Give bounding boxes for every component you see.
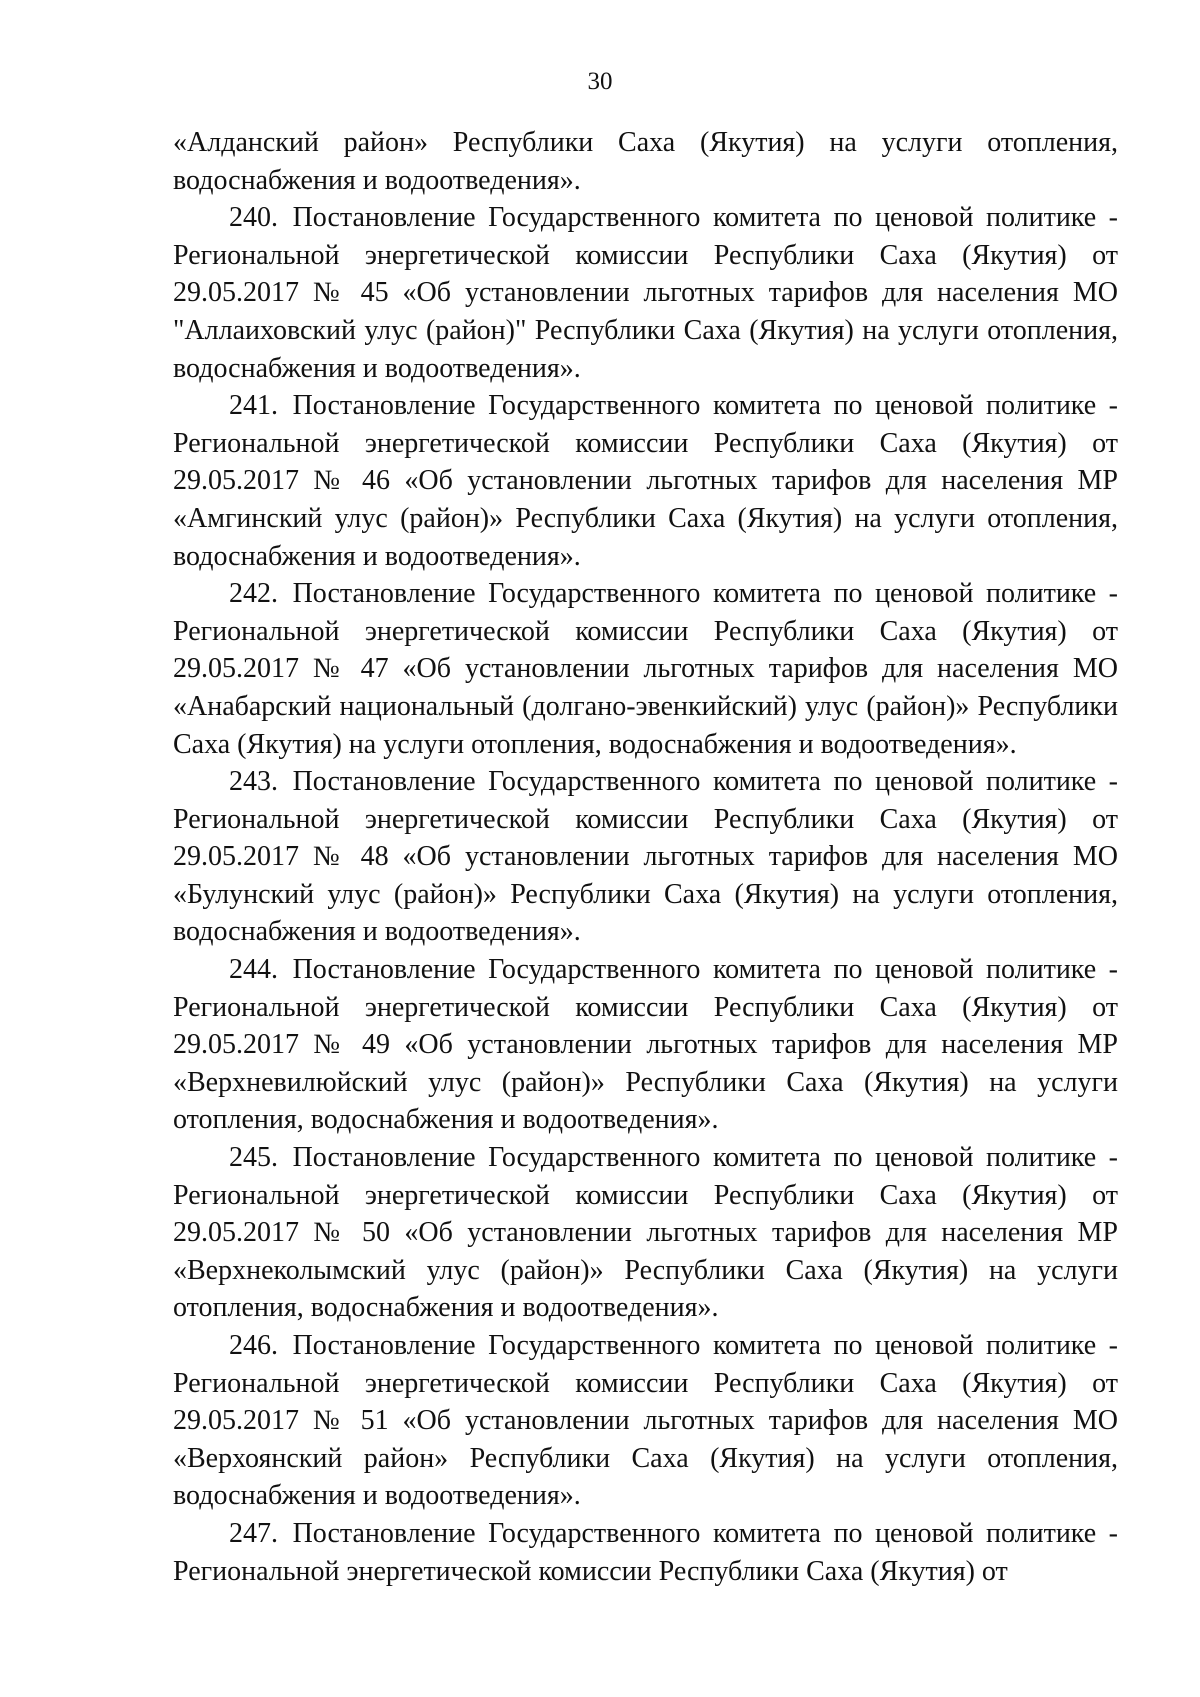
list-item-247 <box>173 1515 1118 1590</box>
list-item-240 <box>173 199 1118 387</box>
item-text: Постановление Государственного комитета по ценовой политике - Региональной энергетической комиссии Республики Саха (Якутия) от 29.05.2017 № 46 «Об установлении льготных тарифов для населения МР «Амгинский улус (район)» Республики Саха (Якутия) на услуги отопления, водоснабжения и водоотведения». <box>173 390 1119 572</box>
item-number: 245. <box>229 1142 278 1174</box>
item-text: Постановление Государственного комитета по ценовой политике - Региональной энергетической комиссии Республики Саха (Якутия) от <box>173 1517 1119 1587</box>
item-number: 242. <box>229 578 278 610</box>
list-item-245 <box>173 1139 1118 1327</box>
document-body <box>173 124 1118 1590</box>
item-text: Постановление Государственного комитета по ценовой политике - Региональной энергетической комиссии Республики Саха (Якутия) от 29.05.2017 № 45 «Об установлении льготных тарифов для населения МО "Аллаиховский улус (район)" Республики Саха (Якутия) на услуги отопления, водоснабжения и водоотведения». <box>173 202 1119 384</box>
item-text: Постановление Государственного комитета по ценовой политике - Региональной энергетической комиссии Республики Саха (Якутия) от 29.05.2017 № 50 «Об установлении льготных тарифов для населения МР «Верхнеколымский улус (район)» Республики Саха (Якутия) на услуги отопления, водоснабжения и водоотведения». <box>173 1142 1119 1324</box>
list-item-242 <box>173 575 1118 763</box>
list-item-243 <box>173 763 1118 951</box>
item-number: 240. <box>229 202 278 234</box>
item-text: Постановление Государственного комитета по ценовой политике - Региональной энергетической комиссии Республики Саха (Якутия) от 29.05.2017 № 48 «Об установлении льготных тарифов для населения МО «Булунский улус (район)» Республики Саха (Якутия) на услуги отопления, водоснабжения и водоотведения». <box>173 766 1119 948</box>
item-text: Постановление Государственного комитета по ценовой политике - Региональной энергетической комиссии Республики Саха (Якутия) от 29.05.2017 № 51 «Об установлении льготных тарифов для населения МО «Верхоянский район» Республики Саха (Якутия) на услуги отопления, водоснабжения и водоотведения». <box>173 1330 1119 1512</box>
item-number: 243. <box>229 766 278 798</box>
item-text: Постановление Государственного комитета по ценовой политике - Региональной энергетической комиссии Республики Саха (Якутия) от 29.05.2017 № 47 «Об установлении льготных тарифов для населения МО «Анабарский национальный (долгано-эвенкийский) улус (район)» Республики Саха (Якутия) на услуги отопления, водоснабжения и водоотведения». <box>173 578 1119 760</box>
item-text: Постановление Государственного комитета по ценовой политике - Региональной энергетической комиссии Республики Саха (Якутия) от 29.05.2017 № 49 «Об установлении льготных тарифов для населения МР «Верхневилюйский улус (район)» Республики Саха (Якутия) на услуги отопления, водоснабжения и водоотведения». <box>173 954 1119 1136</box>
list-item-246 <box>173 1327 1118 1515</box>
list-item-244 <box>173 951 1118 1139</box>
item-number: 244. <box>229 954 278 986</box>
page-number: 30 <box>587 68 613 95</box>
continuation-paragraph: «Алданский район» Республики Саха (Якутия) на услуги отопления, водоснабжения и водоотведения». <box>173 127 1118 196</box>
item-number: 241. <box>229 390 278 422</box>
list-item-241 <box>173 387 1118 575</box>
item-number: 246. <box>229 1330 278 1361</box>
item-number: 247. <box>229 1517 278 1549</box>
